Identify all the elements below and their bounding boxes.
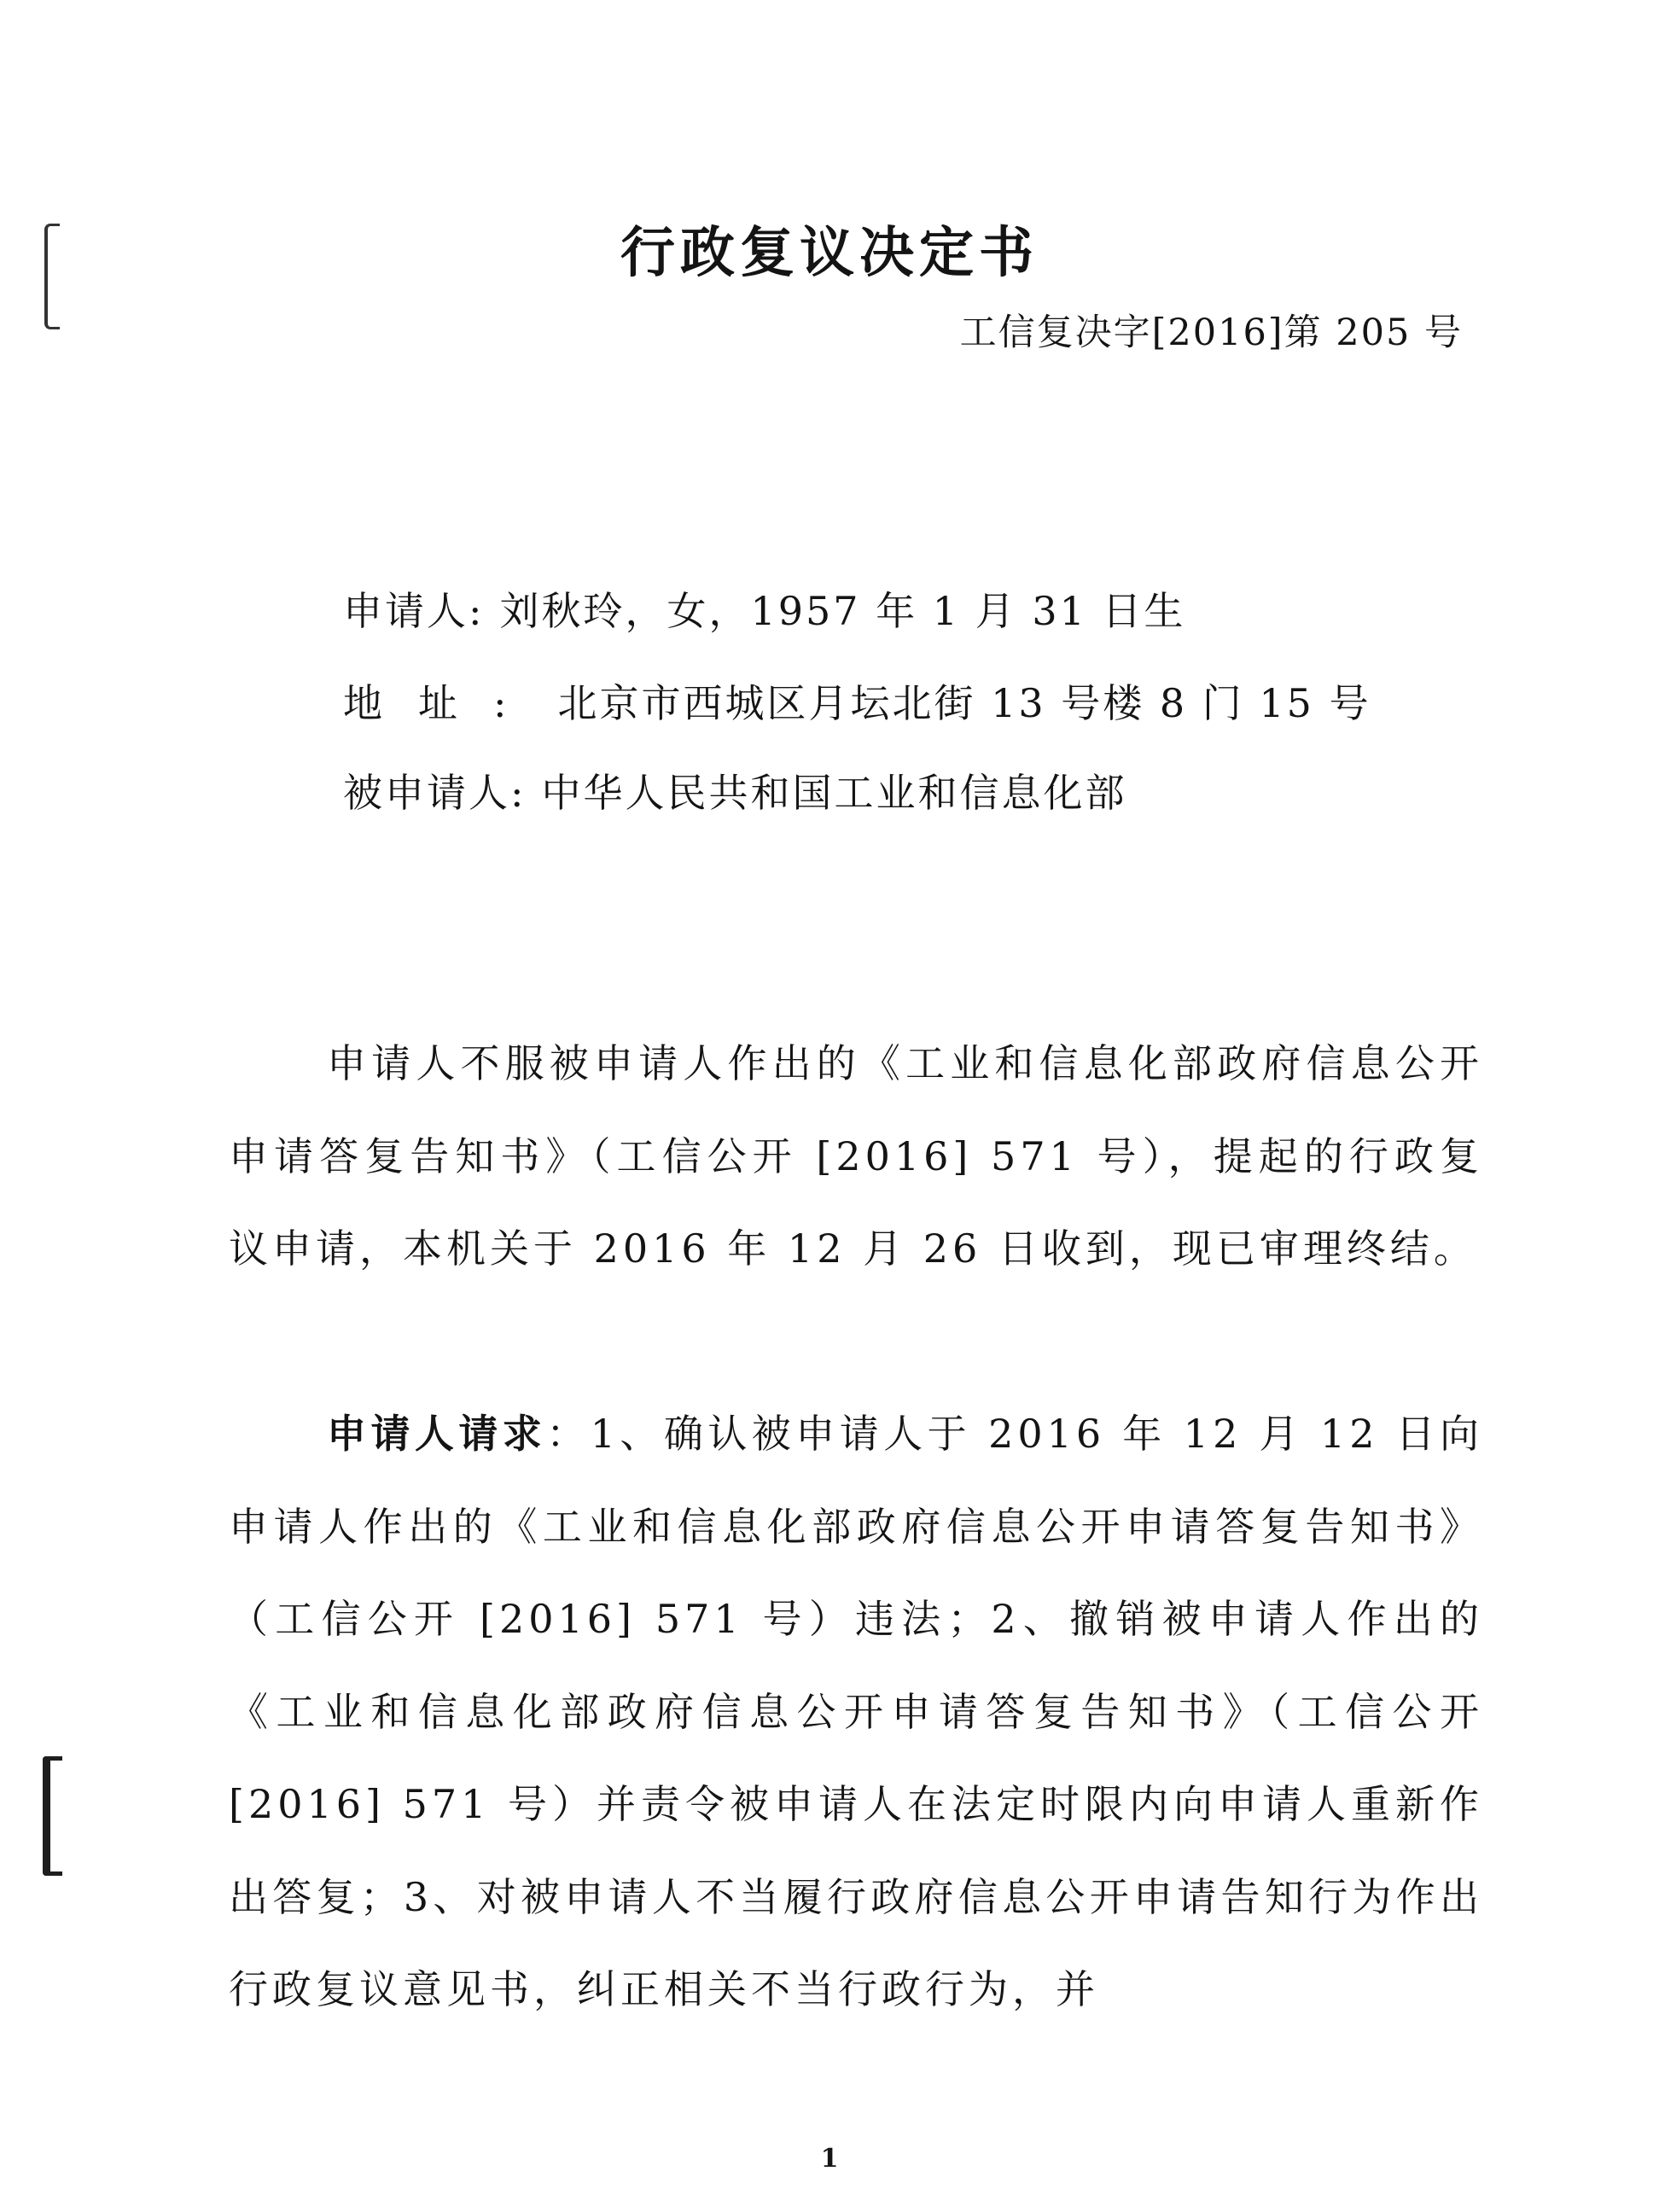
page-number: 1 <box>820 2144 839 2174</box>
respondent-value: 中华人民共和国工业和信息化部 <box>541 770 1127 816</box>
respondent-line <box>343 762 1127 818</box>
address-value: 北京市西城区月坛北街 13 号楼 8 门 15 号 <box>557 680 1371 726</box>
address-label: 地址: <box>343 680 543 726</box>
document-number: 工信复决字[2016]第 205 号 <box>959 311 1463 354</box>
document-title: 行政复议决定书 <box>620 221 1039 285</box>
address-line <box>343 672 1371 729</box>
applicant-value: 刘秋玲，女，1957 年 1 月 31 日生 <box>499 588 1186 634</box>
binding-mark-bottom <box>43 1756 62 1876</box>
respondent-label: 被申请人: <box>343 770 527 816</box>
request-paragraph-text <box>229 1388 1483 2036</box>
applicant-line <box>343 580 1185 637</box>
intro-paragraph <box>229 1017 1483 1295</box>
request-text: ：1、确认被申请人于 2016 年 12 月 12 日向申请人作出的《工业和信息化部政府信息公开申请答复告知书》（工信公开 [2016] 571 号）违法；2、撤销被申请人作出的《工业和信息化部政府信息公开申请答复告知书》（工信公开 [2016] 571 号）并责令被申请人在法定时限内向申请人重新作出答复；3、对被申请人不当履行政府信息公开申请告知行为作出行政复议意见书，纠正相关不当行政行为，并 <box>229 1411 1483 2012</box>
applicant-label: 申请人: <box>343 588 485 634</box>
request-heading: 申请人请求 <box>327 1411 547 1457</box>
request-paragraph <box>229 1388 1483 2036</box>
intro-paragraph-text: 申请人不服被申请人作出的《工业和信息化部政府信息公开申请答复告知书》（工信公开 [2016] 571 号），提起的行政复议申请，本机关于 2016 年 12 月 26 日收到，现已审理终结。 <box>229 1040 1483 1272</box>
